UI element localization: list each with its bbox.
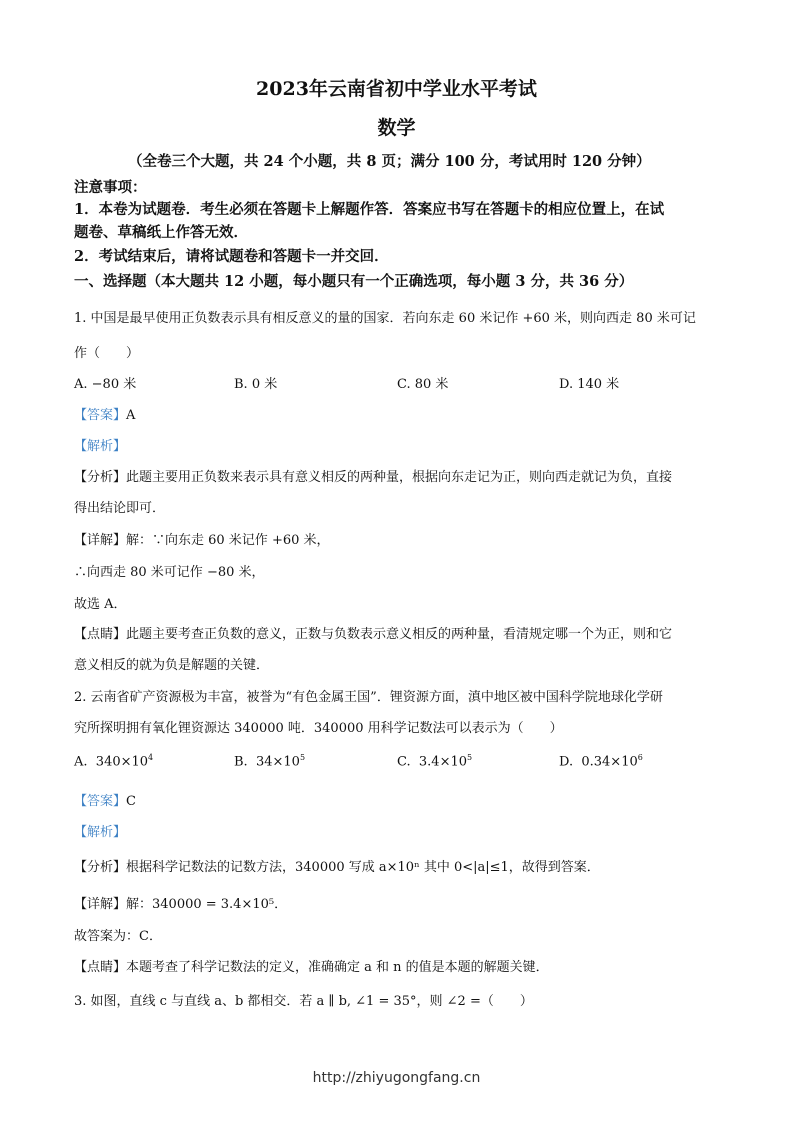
q1-analysis-tag: 【解析】 <box>74 439 127 454</box>
q1-dianjing-line-2: 意义相反的就为负是解题的关键． <box>74 658 270 673</box>
q1-xiangjie: 【详解】解：∵向东走 60 米记作 +60 米， <box>74 533 330 548</box>
q1-option-a: A. −80 米 <box>74 377 137 392</box>
q1-answer-value: A <box>126 408 136 423</box>
q1-option-b: B. 0 米 <box>234 377 278 392</box>
q2-option-c-value: 3.4×10 <box>418 754 467 770</box>
q2-option-c-exponent: 5 <box>467 753 473 762</box>
notice-item-1-line-2: 题卷、草稿纸上作答无效． <box>74 224 248 241</box>
q2-option-a-exponent: 4 <box>148 753 154 762</box>
notice-item-2: 2．考试结束后，请将试题卷和答题卡一并交回． <box>74 248 389 265</box>
q2-option-c-label: C. <box>397 754 411 770</box>
section-1-heading: 一、选择题（本大题共 12 小题，每小题只有一个正确选项，每小题 3 分，共 36 分） <box>74 273 634 290</box>
q1-fenxi-line-1: 【分析】此题主要用正负数来表示具有意义相反的两种量，根据向东走记为正，则向西走就记为负，直接 <box>74 470 673 485</box>
q2-analysis-tag: 【解析】 <box>74 825 127 840</box>
q2-option-d-exponent: 6 <box>637 753 643 762</box>
notice-item-1-line-1: 1．本卷为试题卷．考生必须在答题卡上解题作答．答案应书写在答题卡的相应位置上，在试 <box>74 201 665 218</box>
exam-info: （全卷三个大题，共 24 个小题，共 8 页；满分 100 分，考试用时 120 分钟） <box>128 153 651 170</box>
q1-step-2: ∴向西走 80 米可记作 −80 米， <box>74 565 265 580</box>
q1-fenxi-line-2: 得出结论即可． <box>74 501 166 516</box>
q1-dianjing-line-1: 【点睛】此题主要考查正负数的意义，正数与负数表示意义相反的两种量，看清规定哪一个为正，则和它 <box>74 627 673 642</box>
q1-answer <box>74 404 135 423</box>
q2-option-d-value: 0.34×10 <box>581 754 638 770</box>
footer-url[interactable]: http://zhiyugongfang.cn <box>312 1070 481 1086</box>
q2-option-b-value: 34×10 <box>255 754 300 770</box>
q2-stem-line-2: 究所探明拥有氧化锂资源达 340000 吨．340000 用科学记数法可以表示为（ ） <box>74 721 563 736</box>
q2-stem-line-1: 2. 云南省矿产资源极为丰富，被誉为“有色金属王国”．锂资源方面，滇中地区被中国科学院地球化学研 <box>74 690 663 705</box>
q3-stem: 3. 如图，直线 c 与直线 a、b 都相交．若 a ∥ b, ∠1 = 35°，则 ∠2 =（ ） <box>74 994 533 1009</box>
q2-dianjing: 【点睛】本题考查了科学记数法的定义，准确确定 a 和 n 的值是本题的解题关键． <box>74 960 549 975</box>
q2-option-b-label: B. <box>234 754 248 770</box>
notice-heading: 注意事项： <box>74 179 147 196</box>
q1-option-d: D. 140 米 <box>559 377 620 392</box>
subject-title: 数学 <box>377 117 416 139</box>
q1-answer-tag: 【答案】 <box>74 408 127 423</box>
q2-option-a-label: A. <box>74 754 88 770</box>
q2-option-a-value: 340×10 <box>95 754 149 770</box>
q2-answer-value: C <box>126 794 136 809</box>
q2-fenxi: 【分析】根据科学记数法的记数方法，340000 写成 a×10ⁿ 其中 0<|a|≤1，故得到答案． <box>74 860 600 875</box>
exam-title: 2023年云南省初中学业水平考试 <box>256 78 537 100</box>
q1-stem-line-1: 1. 中国是最早使用正负数表示具有相反意义的量的国家．若向东走 60 米记作 +60 米，则向西走 80 米可记 <box>74 311 696 326</box>
q2-answer <box>74 790 136 809</box>
q1-stem-line-2: 作（ ） <box>74 346 140 361</box>
q1-step-3: 故选 A． <box>74 597 127 612</box>
q2-xiangjie: 【详解】解：340000 = 3.4×10⁵． <box>74 897 288 912</box>
q2-answer-tag: 【答案】 <box>74 794 127 809</box>
q1-option-c: C. 80 米 <box>397 377 449 392</box>
q2-option-d <box>559 753 643 769</box>
q2-option-c <box>397 753 472 769</box>
q2-option-b-exponent: 5 <box>299 753 306 762</box>
q2-option-a <box>74 753 153 769</box>
q2-option-d-label: D. <box>559 754 574 770</box>
q2-option-b <box>234 753 305 769</box>
q2-conclusion: 故答案为：C． <box>74 929 162 944</box>
